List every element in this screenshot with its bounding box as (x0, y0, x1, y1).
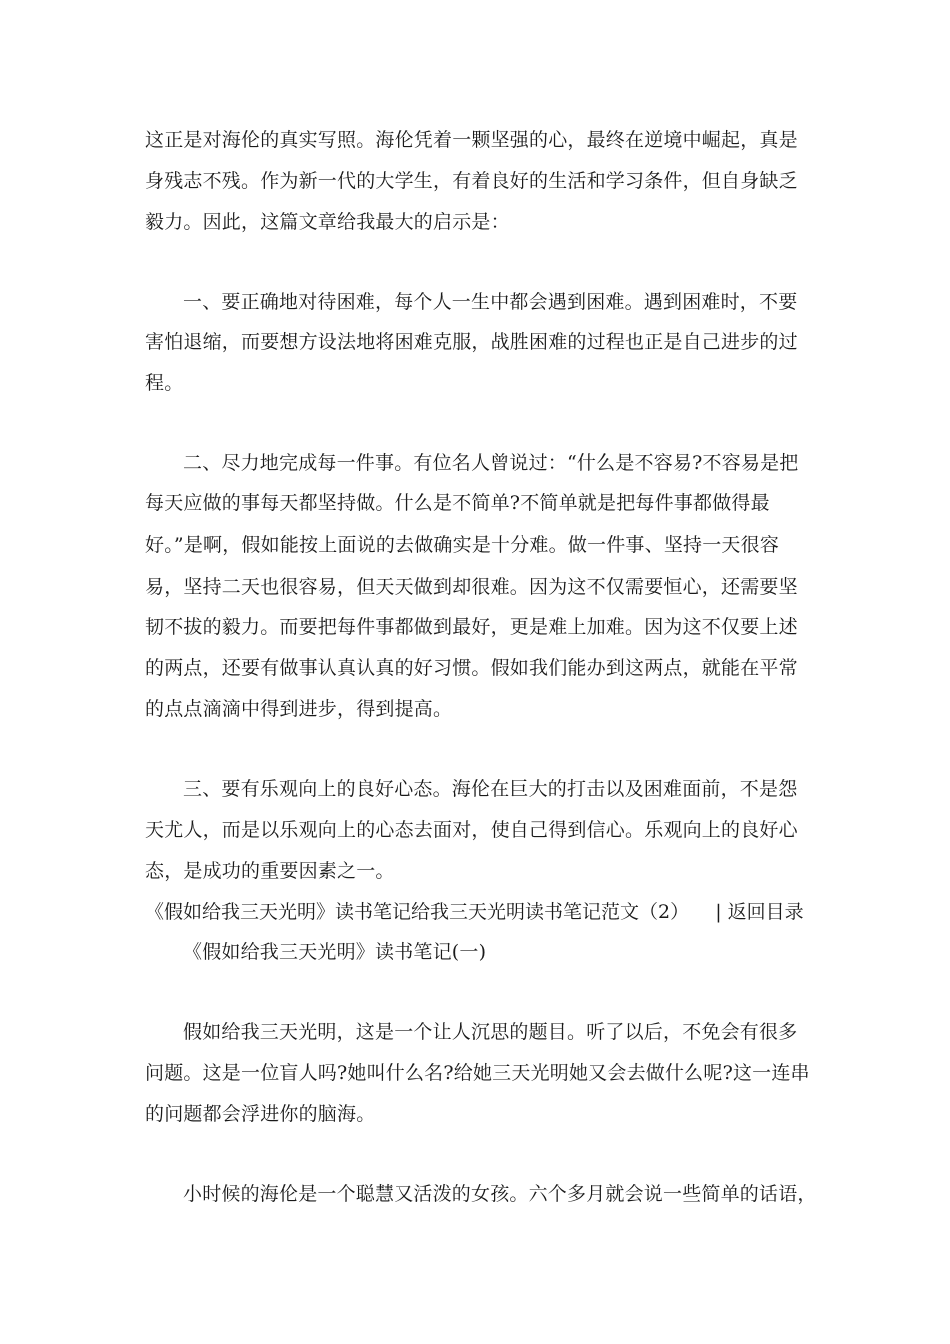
paragraph-4-line-3: 态，是成功的重要因素之一。 (145, 860, 395, 882)
paragraph-3-line-7: 的点点滴滴中得到进步，得到提高。 (145, 698, 453, 720)
paragraph-2-line-2: 害怕退缩，而要想方设法地将困难克服，战胜困难的过程也正是自己进步的过 (145, 331, 798, 353)
paragraph-4-line-2: 天尤人，而是以乐观向上的心态去面对，使自己得到信心。乐观向上的良好心 (145, 819, 798, 841)
paragraph-4-line-1: 三、要有乐观向上的良好心态。海伦在巨大的打击以及困难面前，不是怨 (183, 778, 798, 800)
section-heading (145, 900, 815, 924)
paragraph-3-line-5: 韧不拔的毅力。而要把每件事都做到最好，更是难上加难。因为这不仅要上述 (145, 616, 798, 638)
section-heading-title: 《假如给我三天光明》读书笔记给我三天光明读书笔记范文（2） (145, 901, 690, 923)
paragraph-5-line-2: 问题。这是一位盲人吗?她叫什么名?给她三天光明她又会去做什么呢?这一连串 (145, 1062, 810, 1084)
back-to-toc-link[interactable]: | 返回目录 (715, 901, 804, 923)
paragraph-6-line-1: 小时候的海伦是一个聪慧又活泼的女孩。六个多月就会说一些简单的话语， (183, 1183, 817, 1205)
paragraph-5-line-3: 的问题都会浮进你的脑海。 (145, 1103, 376, 1125)
paragraph-3-line-6: 的两点，还要有做事认真认真的好习惯。假如我们能办到这两点，就能在平常 (145, 657, 798, 679)
paragraph-5-line-1: 假如给我三天光明，这是一个让人沉思的题目。听了以后，不免会有很多 (183, 1021, 798, 1043)
paragraph-2-line-3: 程。 (145, 372, 184, 394)
paragraph-3-line-3: 好。”是啊，假如能按上面说的去做确实是十分难。做一件事、坚持一天很容 (145, 534, 780, 556)
paragraph-2-line-1: 一、要正确地对待困难，每个人一生中都会遇到困难。遇到困难时，不要 (183, 291, 798, 313)
paragraph-3-line-1: 二、尽力地完成每一件事。有位名人曾说过：“什么是不容易?不容易是把 (183, 452, 799, 474)
paragraph-1-line-1: 这正是对海伦的真实写照。海伦凭着一颗坚强的心，最终在逆境中崛起，真是 (145, 129, 798, 151)
paragraph-1-line-2: 身残志不残。作为新一代的大学生，有着良好的生活和学习条件，但自身缺乏 (145, 170, 798, 192)
paragraph-3-line-2: 每天应做的事每天都坚持做。什么是不简单?不简单就是把每件事都做得最 (145, 492, 770, 514)
paragraph-1-line-3: 毅力。因此，这篇文章给我最大的启示是： (145, 211, 510, 233)
subtitle: 《假如给我三天光明》读书笔记(一) (183, 941, 487, 963)
paragraph-3-line-4: 易，坚持二天也很容易，但天天做到却很难。因为这不仅需要恒心，还需要坚 (145, 576, 798, 598)
